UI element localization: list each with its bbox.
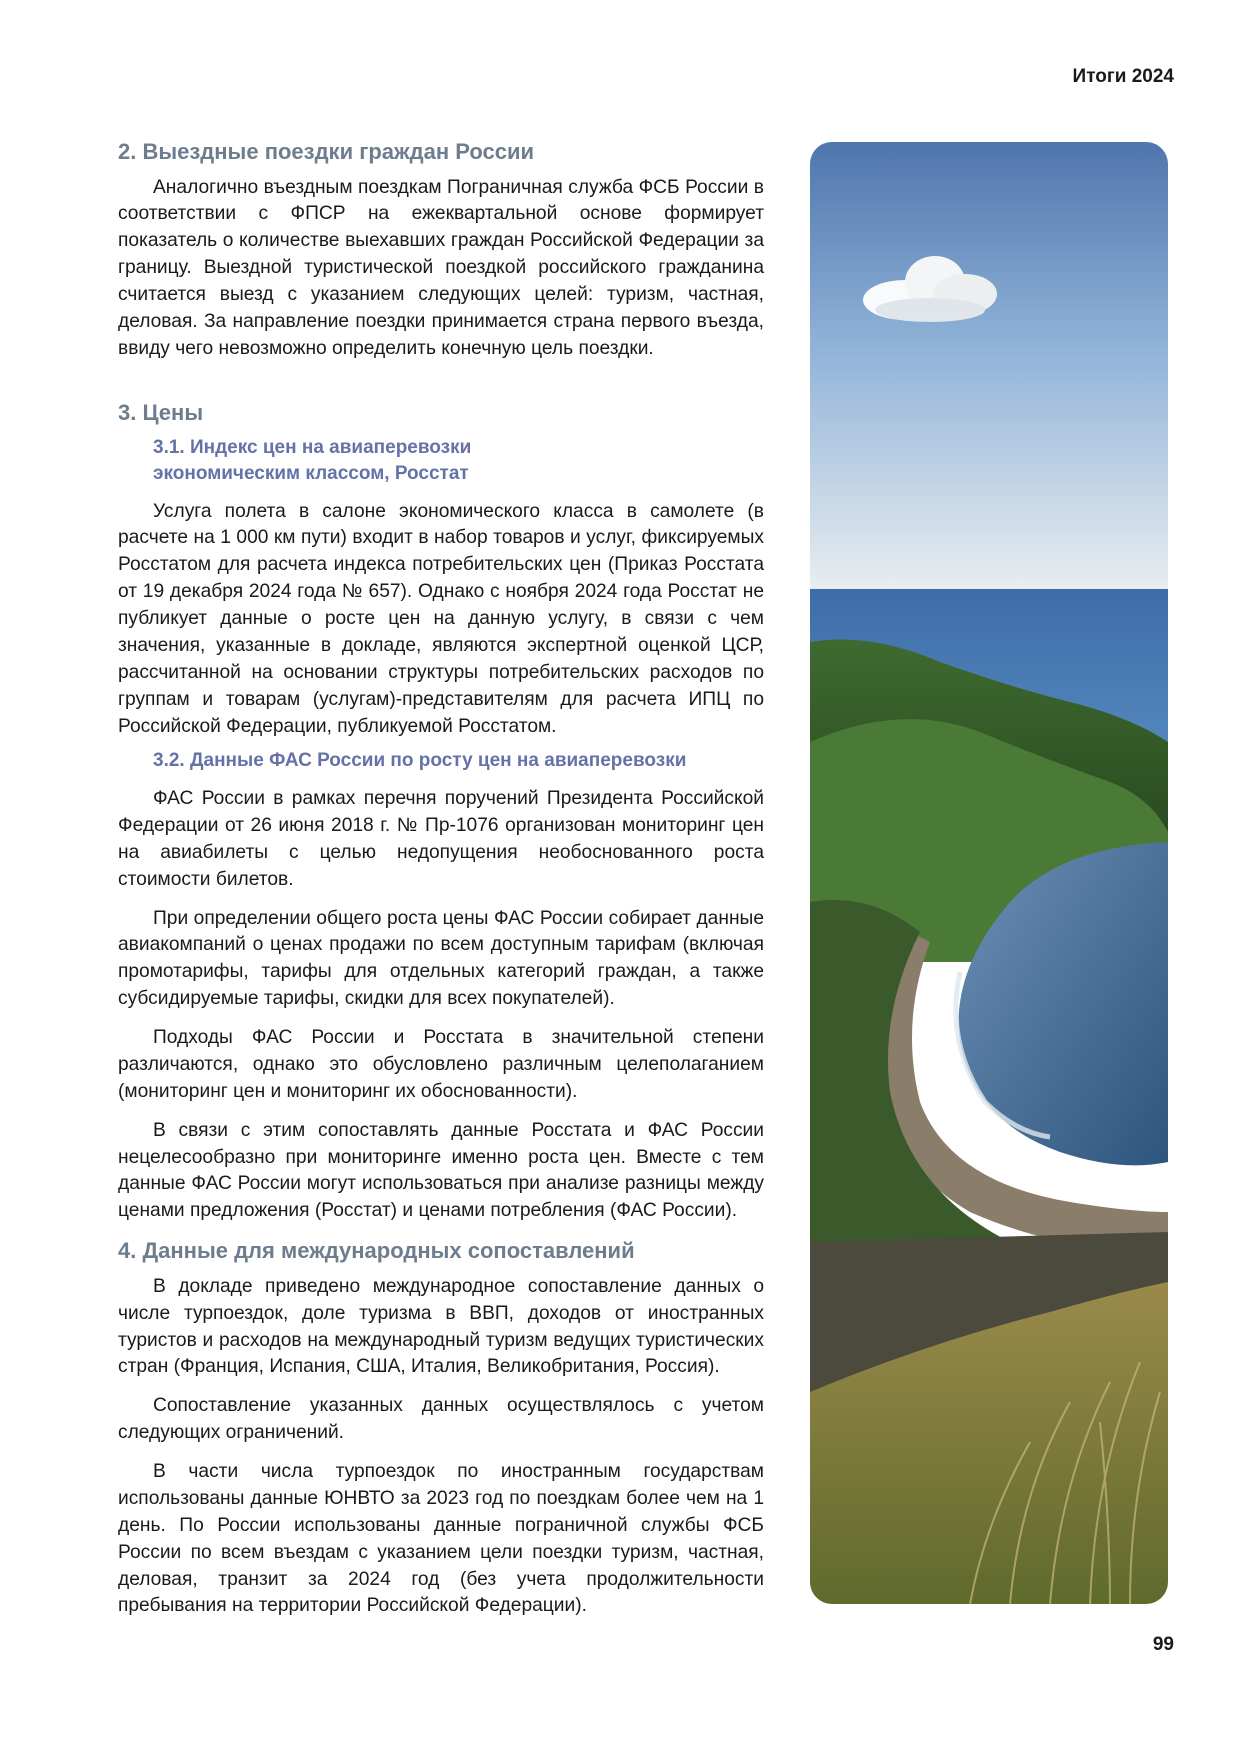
- subsection-heading-line: 3.1. Индекс цен на авиаперевозки: [153, 437, 472, 459]
- sky: [810, 142, 1168, 592]
- paragraph: Подходы ФАС России и Росстата в значительной степени различаются, однако это обусловлено различным целеполаганием (мониторинг цен и мониторинг их обоснованности).: [118, 1027, 764, 1102]
- landscape-illustration: [810, 142, 1168, 1604]
- subsection-heading-fas-data: 3.2. Данные ФАС России по росту цен на авиаперевозки: [153, 750, 687, 772]
- paragraph: При определении общего роста цены ФАС России собирает данные авиакомпаний о ценах продажи по всем доступным тарифам (включая промотарифы, тарифы для отдельных категорий граждан, а также субсидируемые тарифы, скидки для всех покупателей).: [118, 907, 764, 1010]
- paragraph: В связи с этим сопоставлять данные Росстата и ФАС России нецелесообразно при мониторинге именно роста цен. Вместе с тем данные ФАС России могут использоваться при анализе разницы между ценами предложения (Росстат) и ценами потребления (ФАС России).: [118, 1119, 764, 1222]
- paragraph: В части числа турпоездок по иностранным государствам использованы данные ЮНВТО за 2023 год по поездкам более чем на 1 день. По России использованы данные пограничной службы ФСБ России по всем въездам с указанием цели поездки туризм, частная, деловая, транзит за 2024 год (без учета продолжительности пребывания на территории Российской Федерации).: [118, 1461, 764, 1617]
- section-heading-outbound-trips: 2. Выездные поездки граждан России: [118, 139, 535, 164]
- paragraph: Услуга полета в салоне экономического класса в самолете (в расчете на 1 000 км пути) входит в набор товаров и услуг, фиксируемых Росстатом для расчета индекса потребительских цен (Приказ Росстата от 19 декабря 2024 года № 657). Однако с ноября 2024 года Росстат не публикует данные о росте цен на данную услугу, в связи с чем значения, указанные в докладе, являются экспертной оценкой ЦСР, рассчитанной на основании структуры потребительских расходов по группам и товарам (услугам)-представителям для расчета ИПЦ по Российской Федерации, публикуемой Росстатом.: [118, 500, 764, 737]
- paragraph: ФАС России в рамках перечня поручений Президента Российской Федерации от 26 июня 2018 г. № Пр-1076 организован мониторинг цен на авиабилеты с целью недопущения необоснованного роста стоимости билетов.: [118, 788, 764, 890]
- coastal-landscape-photo: [810, 142, 1168, 1604]
- running-header: Итоги 2024: [1072, 66, 1174, 87]
- section-heading-international-comparison: 4. Данные для международных сопоставлений: [118, 1238, 635, 1264]
- paragraph: В докладе приведено международное сопоставление данных о числе турпоездок, доле туризма в ВВП, доходов от иностранных туристов и расходов на международный туризм ведущих туристических стран (Франция, Испания, США, Италия, Великобритания, Россия).: [118, 1275, 764, 1378]
- subsection-heading-air-price-index: [153, 435, 764, 486]
- page-number: 99: [1152, 1634, 1174, 1655]
- section-heading-prices: 3. Цены: [118, 399, 204, 425]
- paragraph: Сопоставление указанных данных осуществлялось с учетом следующих ограничений.: [118, 1395, 764, 1444]
- paragraph: Аналогично въездным поездкам Пограничная служба ФСБ России в соответствии с ФПСР на ежеквартальной основе формирует показатель о количестве выехавших граждан Российской Федерации за границу. Выездной туристической поездкой российского гражданина считается выезд с указанием следующих целей: туризм, частная, деловая. За направление поездки принимается страна первого въезда, ввиду чего невозможно определить конечную цель поездки.: [118, 176, 764, 359]
- subsection-heading-line: экономическим классом, Росстат: [153, 462, 469, 484]
- main-text-column: [118, 138, 764, 1620]
